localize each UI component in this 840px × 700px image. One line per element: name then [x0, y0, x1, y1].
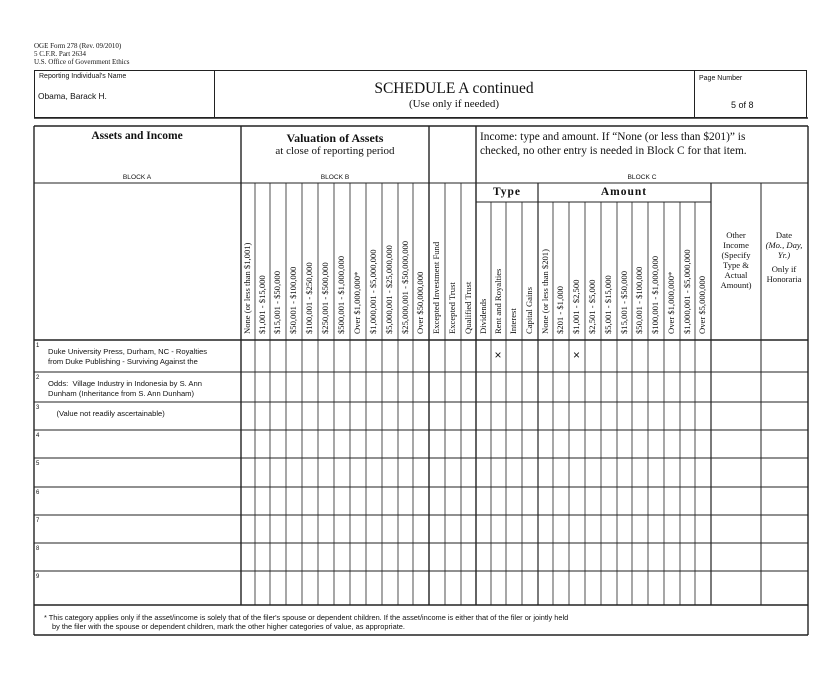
- row-number: 4: [36, 433, 40, 439]
- valuation-col-label: $100,001 - $250,000: [304, 262, 314, 334]
- valuation-col-label: $15,001 - $50,000: [272, 270, 282, 334]
- income-heading-line2: checked, no other entry is needed in Block C for that item.: [480, 145, 747, 157]
- page-number-label: Page Number: [699, 75, 743, 82]
- asset-entry-line: Dunham (Inheritance from S. Ann Dunham): [48, 389, 195, 398]
- block-b-label: BLOCK B: [320, 174, 350, 181]
- amount-col-label: $50,001 - $100,000: [634, 266, 644, 334]
- date-line: (Mo., Day,: [765, 240, 803, 250]
- date-line: Yr.): [777, 250, 791, 260]
- other-income-line: Income: [723, 240, 749, 250]
- date-header: [761, 230, 807, 284]
- assets-heading: Assets and Income: [91, 130, 183, 142]
- other-income-line: Actual: [724, 270, 748, 280]
- block-c-label: BLOCK C: [627, 174, 657, 181]
- other-income-line: Other: [726, 230, 746, 240]
- amount-heading: Amount: [600, 186, 648, 198]
- schedule-title: SCHEDULE A continued: [374, 80, 534, 97]
- amount-col-label: $2,501 - $5,000: [587, 279, 597, 334]
- income-heading-line1: Income: type and amount. If “None (or less than $201)” is: [480, 131, 746, 143]
- type-col-label: Rent and Royalties: [492, 268, 503, 334]
- reporting-individual-name: Obama, Barack H.: [38, 91, 107, 101]
- type-heading: Type: [492, 186, 522, 198]
- valuation-heading: Valuation of Assets: [286, 131, 384, 145]
- row-number: 2: [36, 375, 40, 381]
- checkbox-mark: ×: [494, 348, 502, 362]
- checkbox-mark: ×: [573, 348, 581, 362]
- valuation-col-label: $500,001 - $1,000,000: [336, 255, 346, 334]
- form-header-line: OGE Form 278 (Rev. 09/2010): [34, 42, 122, 50]
- row-number: 9: [36, 574, 40, 580]
- asset-entry-line: from Duke Publishing - Surviving Against the: [48, 357, 198, 366]
- valuation-col-label: $5,000,001 - $25,000,000: [384, 245, 394, 334]
- date-line: Honoraria: [766, 274, 802, 284]
- other-income-line: Amount): [720, 280, 752, 290]
- valuation-col-label: $50,001 - $100,000: [288, 266, 298, 334]
- footnote-line: by the filer with the spouse or dependent children, mark the other higher categories of value, as appropriate.: [52, 622, 405, 631]
- page-number-value: 5 of 8: [731, 100, 754, 110]
- date-line: Only if: [771, 264, 797, 274]
- row-number: 5: [36, 461, 40, 467]
- amount-col-label: $201 - $1,000: [555, 286, 565, 334]
- trust-col-label: Excepted Investment Fund: [431, 241, 441, 334]
- form-header-line: U.S. Office of Government Ethics: [34, 58, 130, 66]
- row-number: 1: [36, 343, 40, 349]
- trust-col-label: Excepted Trust: [447, 282, 457, 334]
- valuation-col-label: $25,000,001 - $50,000,000: [399, 240, 410, 334]
- valuation-col-label: Over $50,000,000: [415, 271, 425, 334]
- other-income-header: [711, 230, 761, 290]
- amount-col-label: Over $1,000,000*: [666, 271, 676, 334]
- other-income-line: Type &: [723, 260, 749, 270]
- amount-col-label: $100,001 - $1,000,000: [650, 255, 660, 334]
- schedule-subtitle: (Use only if needed): [408, 98, 500, 110]
- asset-entry-line: (Value not readily ascertainable): [48, 409, 165, 418]
- reporting-individual-label: Reporting Individual's Name: [39, 73, 127, 80]
- type-col-label: Dividends: [477, 298, 488, 334]
- trust-col-label: Qualified Trust: [462, 281, 473, 334]
- date-line: Date: [775, 230, 793, 240]
- amount-col-label: Over $5,000,000: [697, 276, 707, 334]
- amount-col-label: $1,000,001 - $5,000,000: [681, 249, 692, 334]
- amount-col-label: None (or less than $201): [539, 249, 550, 334]
- amount-col-label: $5,001 - $15,000: [603, 275, 613, 334]
- footnote: [44, 613, 568, 631]
- valuation-col-label: $250,001 - $500,000: [320, 262, 330, 334]
- type-col-label: Interest: [508, 308, 518, 334]
- asset-entry-line: Duke University Press, Durham, NC - Royalties: [48, 347, 208, 356]
- row-number: 3: [36, 405, 40, 411]
- block-a-label: BLOCK A: [122, 174, 152, 181]
- valuation-col-label: None (or less than $1,001): [242, 242, 252, 334]
- valuation-col-label: $1,000,001 - $5,000,000: [368, 249, 378, 334]
- footnote-line: * This category applies only if the asset/income is solely that of the filer's spouse or dependent children. If the asset/income is either that of the filer or jointly held: [44, 613, 569, 622]
- row-number: 8: [36, 546, 40, 552]
- asset-entry-line: Odds: Village Industry in Indonesia by S. Ann: [48, 379, 202, 388]
- amount-col-label: $1,001 - $2,500: [571, 279, 581, 334]
- type-col-label: Capital Gains: [524, 286, 534, 334]
- row-number: 6: [36, 490, 40, 496]
- row-number: 7: [36, 518, 40, 524]
- valuation-subheading: at close of reporting period: [275, 145, 395, 157]
- valuation-col-label: Over $1,000,000*: [352, 271, 362, 334]
- form-header-line: 5 C.F.R. Part 2634: [34, 50, 86, 58]
- valuation-col-label: $1,001 - $15,000: [256, 275, 267, 334]
- other-income-line: (Specify: [721, 250, 751, 260]
- amount-col-label: $15,001 - $50,000: [618, 270, 629, 334]
